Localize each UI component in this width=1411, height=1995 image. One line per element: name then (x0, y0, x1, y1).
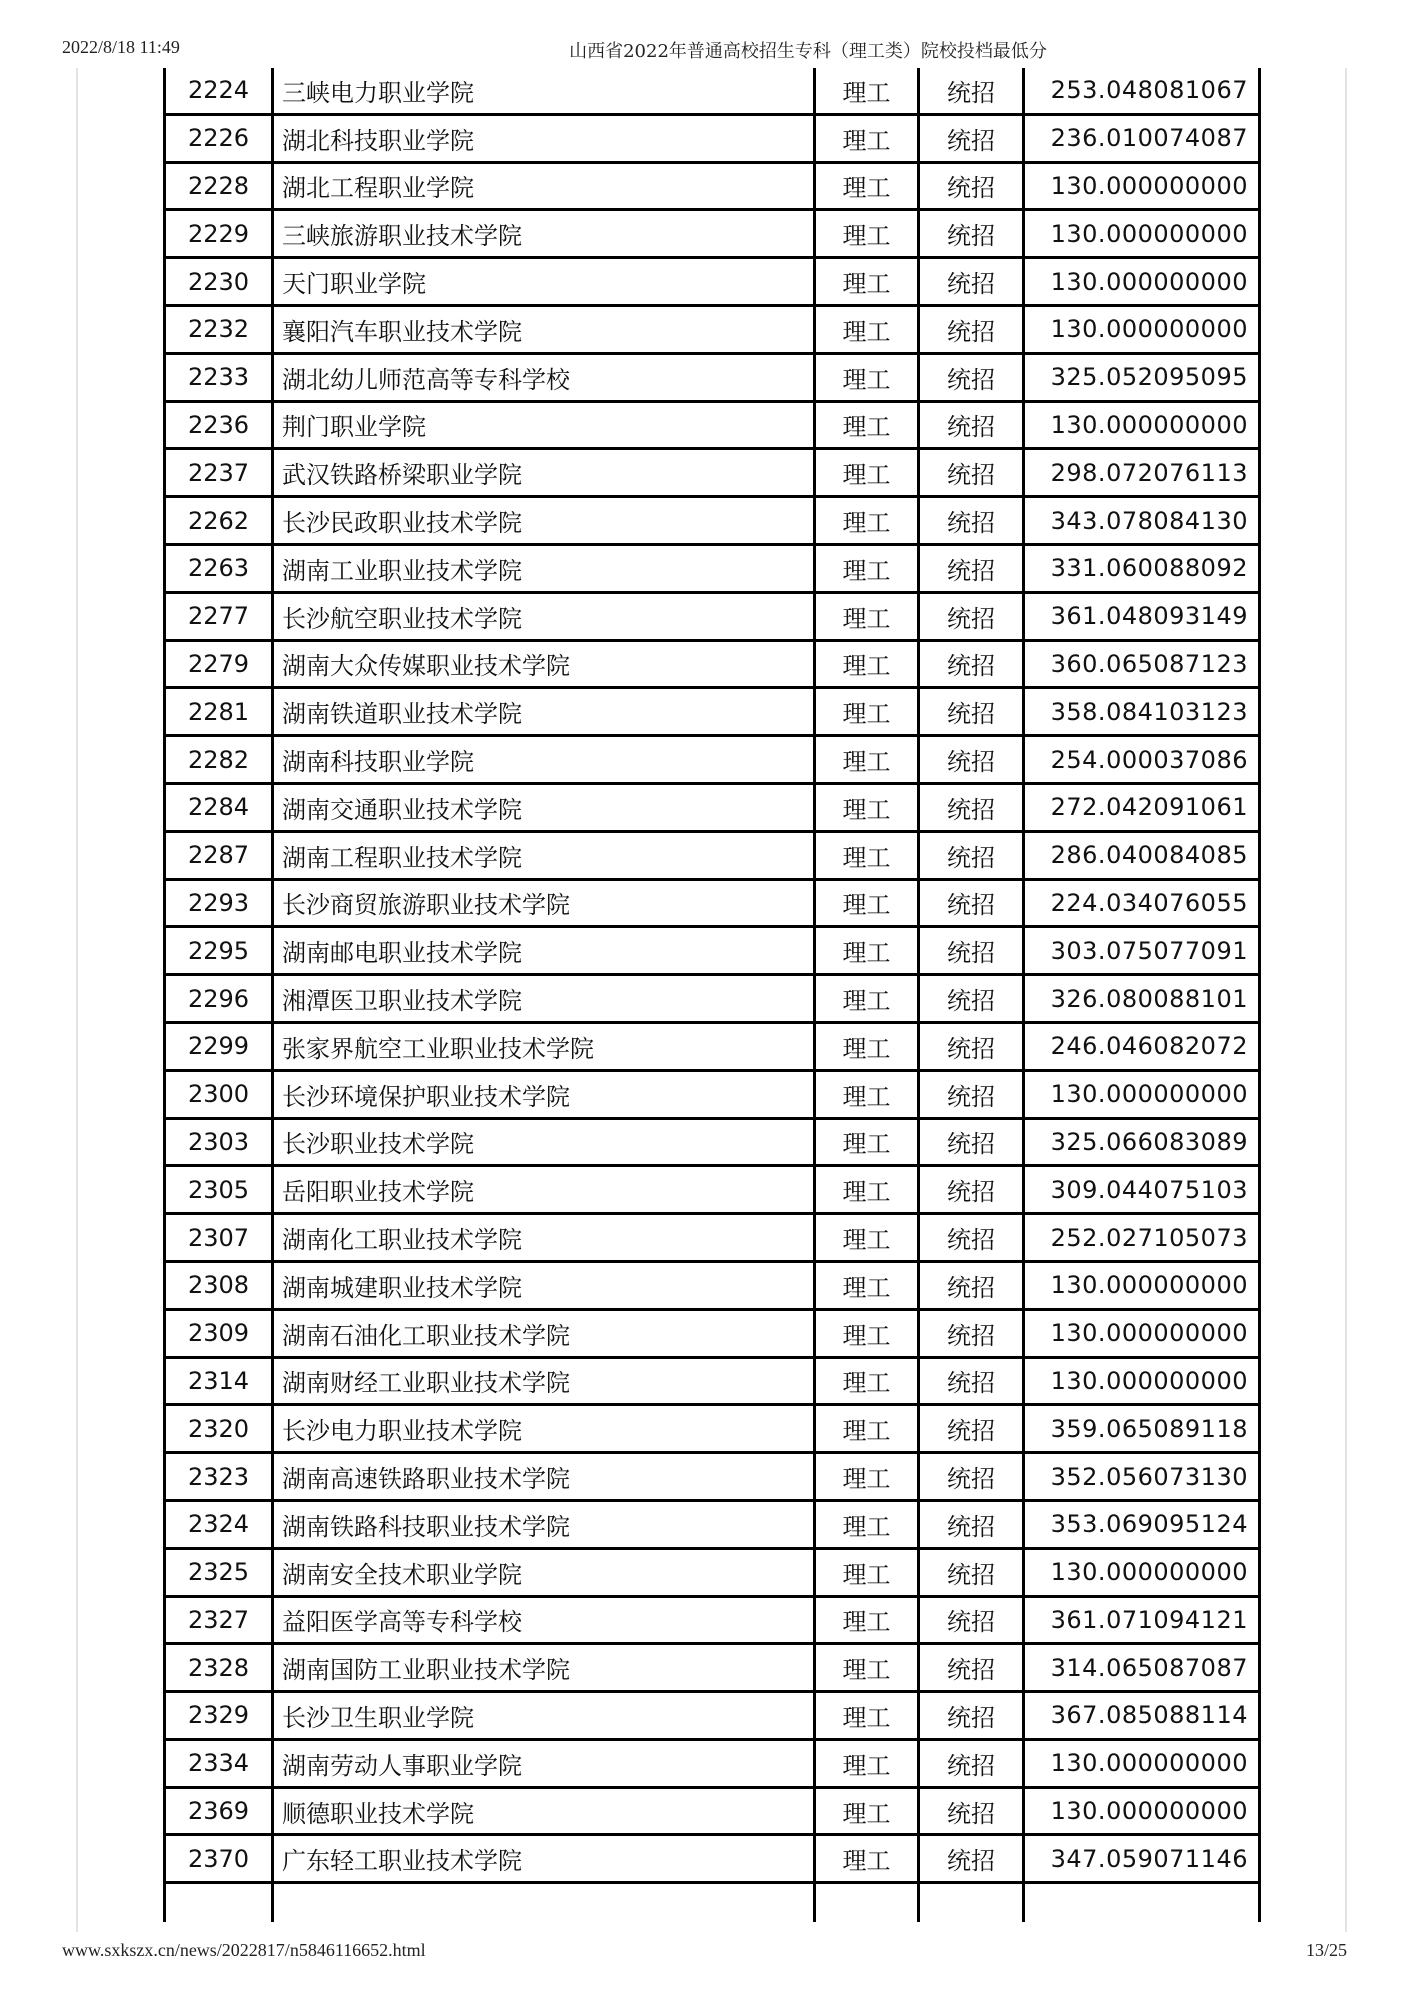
admission-type-cell: 统招 (920, 1693, 1025, 1738)
min-score-cell: 130.000000000 (1050, 1558, 1248, 1587)
table-row (166, 1359, 1258, 1407)
min-score-cell: 130.000000000 (1050, 219, 1248, 248)
category-cell: 理工 (816, 1502, 920, 1547)
admission-type-cell: 统招 (920, 594, 1025, 639)
min-score-cell: 359.065089118 (1050, 1414, 1248, 1443)
table-row (166, 1263, 1258, 1311)
school-name-cell: 湘潭医卫职业技术学院 (274, 976, 816, 1021)
min-score-cell: 360.065087123 (1050, 649, 1248, 678)
school-code-cell: 2293 (166, 881, 274, 926)
page-title: 山西省2022年普通高校招生专科（理工类）院校投档最低分 (569, 41, 1047, 62)
school-name-cell: 湖北科技职业学院 (274, 116, 816, 161)
school-name-cell: 湖南劳动人事职业学院 (274, 1741, 816, 1786)
school-name-cell: 荆门职业学院 (274, 403, 816, 448)
admission-type-cell: 统招 (920, 1120, 1025, 1165)
min-score-cell: 272.042091061 (1050, 793, 1248, 822)
admission-type-cell: 统招 (920, 689, 1025, 734)
school-name-cell: 湖南财经工业职业技术学院 (274, 1359, 816, 1404)
school-code-cell: 2328 (166, 1645, 274, 1690)
school-name-cell-empty (274, 1884, 816, 1922)
table-row (166, 1167, 1258, 1215)
category-cell: 理工 (816, 1789, 920, 1834)
table-row (166, 1024, 1258, 1072)
footer-url: www.sxkszx.cn/news/2022817/n5846116652.html (62, 1940, 426, 1960)
min-score-cell: 325.052095095 (1050, 363, 1248, 392)
min-score-cell: 130.000000000 (1050, 315, 1248, 344)
table-row (166, 259, 1258, 307)
category-cell: 理工 (816, 403, 920, 448)
table-row (166, 1454, 1258, 1502)
table-row (166, 307, 1258, 355)
school-code-cell: 2329 (166, 1693, 274, 1738)
school-name-cell: 天门职业学院 (274, 259, 816, 304)
school-name-cell: 三峡旅游职业技术学院 (274, 211, 816, 256)
school-name-cell: 长沙职业技术学院 (274, 1120, 816, 1165)
table-row (166, 833, 1258, 881)
admission-type-cell: 统招 (920, 164, 1025, 209)
school-name-cell: 湖南交通职业技术学院 (274, 785, 816, 830)
school-name-cell: 湖南城建职业技术学院 (274, 1263, 816, 1308)
school-code-cell: 2236 (166, 403, 274, 448)
page-border-right (1345, 68, 1347, 1932)
min-score-cell: 254.000037086 (1050, 745, 1248, 774)
school-code-cell: 2299 (166, 1024, 274, 1069)
school-code-cell: 2287 (166, 833, 274, 878)
admission-type-cell: 统招 (920, 1167, 1025, 1212)
school-code-cell: 2323 (166, 1454, 274, 1499)
min-score-cell: 224.034076055 (1050, 888, 1248, 917)
school-name-cell: 襄阳汽车职业技术学院 (274, 307, 816, 352)
min-score-cell: 358.084103123 (1050, 697, 1248, 726)
school-name-cell: 长沙环境保护职业技术学院 (274, 1072, 816, 1117)
category-cell: 理工 (816, 1167, 920, 1212)
min-score-cell: 130.000000000 (1050, 1080, 1248, 1109)
school-code-cell: 2295 (166, 928, 274, 973)
school-name-cell: 长沙航空职业技术学院 (274, 594, 816, 639)
table-row (166, 1693, 1258, 1741)
table-row (166, 881, 1258, 929)
table-row (166, 642, 1258, 690)
category-cell: 理工 (816, 833, 920, 878)
school-name-cell: 湖北幼儿师范高等专科学校 (274, 355, 816, 400)
school-name-cell: 湖南铁道职业技术学院 (274, 689, 816, 734)
school-code-cell: 2325 (166, 1550, 274, 1595)
admission-type-cell: 统招 (920, 928, 1025, 973)
school-code-cell: 2228 (166, 164, 274, 209)
category-cell: 理工 (816, 1072, 920, 1117)
table-row (166, 928, 1258, 976)
school-code-cell: 2281 (166, 689, 274, 734)
min-score-cell: 130.000000000 (1050, 1271, 1248, 1300)
school-name-cell: 长沙卫生职业学院 (274, 1693, 816, 1738)
category-cell: 理工 (816, 116, 920, 161)
category-cell: 理工 (816, 1741, 920, 1786)
min-score-cell: 130.000000000 (1050, 410, 1248, 439)
school-name-cell: 长沙电力职业技术学院 (274, 1406, 816, 1451)
school-name-cell: 湖南科技职业学院 (274, 737, 816, 782)
category-cell: 理工 (816, 1263, 920, 1308)
min-score-cell: 130.000000000 (1050, 1797, 1248, 1826)
print-datetime: 2022/8/18 11:49 (62, 37, 180, 57)
school-code-cell: 2263 (166, 546, 274, 591)
min-score-cell: 343.078084130 (1050, 506, 1248, 535)
category-cell: 理工 (816, 1836, 920, 1881)
min-score-cell: 130.000000000 (1050, 171, 1248, 200)
school-code-cell: 2277 (166, 594, 274, 639)
table-row (166, 1311, 1258, 1359)
category-cell: 理工 (816, 1550, 920, 1595)
table-row (166, 1120, 1258, 1168)
admission-type-cell: 统招 (920, 211, 1025, 256)
admission-type-cell: 统招 (920, 1550, 1025, 1595)
category-cell: 理工 (816, 1359, 920, 1404)
category-cell: 理工 (816, 68, 920, 113)
school-code-cell: 2370 (166, 1836, 274, 1881)
school-code-cell: 2279 (166, 642, 274, 687)
category-cell: 理工 (816, 642, 920, 687)
category-cell: 理工 (816, 546, 920, 591)
table-row (166, 211, 1258, 259)
table-row (166, 1502, 1258, 1550)
category-cell: 理工 (816, 259, 920, 304)
table-row (166, 1645, 1258, 1693)
category-cell: 理工 (816, 164, 920, 209)
school-code-cell: 2303 (166, 1120, 274, 1165)
min-score-cell: 325.066083089 (1050, 1127, 1248, 1156)
page-number: 13/25 (1305, 1940, 1347, 1960)
category-cell: 理工 (816, 1215, 920, 1260)
category-cell: 理工 (816, 737, 920, 782)
school-name-cell: 益阳医学高等专科学校 (274, 1598, 816, 1643)
admission-type-cell: 统招 (920, 307, 1025, 352)
school-code-cell: 2237 (166, 450, 274, 495)
table-row (166, 785, 1258, 833)
min-score-cell: 253.048081067 (1050, 76, 1248, 105)
school-name-cell: 岳阳职业技术学院 (274, 1167, 816, 1212)
table-row-empty (166, 1884, 1258, 1922)
min-score-cell: 236.010074087 (1050, 124, 1248, 153)
admission-type-cell: 统招 (920, 546, 1025, 591)
admission-type-cell: 统招 (920, 1215, 1025, 1260)
school-name-cell: 长沙民政职业技术学院 (274, 498, 816, 543)
school-code-cell: 2226 (166, 116, 274, 161)
admission-type-cell: 统招 (920, 403, 1025, 448)
category-cell: 理工 (816, 785, 920, 830)
min-score-cell: 326.080088101 (1050, 984, 1248, 1013)
admission-type-cell: 统招 (920, 1072, 1025, 1117)
school-name-cell: 广东轻工职业技术学院 (274, 1836, 816, 1881)
table-row (166, 1741, 1258, 1789)
min-score-cell: 286.040084085 (1050, 841, 1248, 870)
school-code-cell: 2282 (166, 737, 274, 782)
category-cell: 理工 (816, 976, 920, 1021)
school-name-cell: 长沙商贸旅游职业技术学院 (274, 881, 816, 926)
school-name-cell: 湖南工业职业技术学院 (274, 546, 816, 591)
min-score-cell: 314.065087087 (1050, 1653, 1248, 1682)
school-code-cell: 2230 (166, 259, 274, 304)
admission-type-cell: 统招 (920, 259, 1025, 304)
category-cell: 理工 (816, 307, 920, 352)
category-cell: 理工 (816, 594, 920, 639)
min-score-cell: 331.060088092 (1050, 554, 1248, 583)
school-name-cell: 湖南工程职业技术学院 (274, 833, 816, 878)
min-score-cell: 246.046082072 (1050, 1032, 1248, 1061)
school-code-cell: 2232 (166, 307, 274, 352)
school-code-cell: 2314 (166, 1359, 274, 1404)
school-name-cell: 湖南石油化工职业技术学院 (274, 1311, 816, 1356)
admission-type-cell: 统招 (920, 881, 1025, 926)
school-name-cell: 湖南铁路科技职业技术学院 (274, 1502, 816, 1547)
school-code-cell: 2296 (166, 976, 274, 1021)
school-name-cell: 顺德职业技术学院 (274, 1789, 816, 1834)
admission-type-cell: 统招 (920, 116, 1025, 161)
admission-type-cell: 统招 (920, 642, 1025, 687)
school-code-cell: 2305 (166, 1167, 274, 1212)
min-score-cell: 298.072076113 (1050, 458, 1248, 487)
table-row (166, 68, 1258, 116)
table-row (166, 689, 1258, 737)
table-row (166, 594, 1258, 642)
table-row (166, 403, 1258, 451)
category-cell: 理工 (816, 1406, 920, 1451)
school-name-cell: 湖南邮电职业技术学院 (274, 928, 816, 973)
admission-score-table (163, 68, 1261, 1922)
school-code-cell: 2309 (166, 1311, 274, 1356)
table-row (166, 355, 1258, 403)
school-code-cell: 2320 (166, 1406, 274, 1451)
category-cell: 理工 (816, 881, 920, 926)
school-name-cell: 湖南化工职业技术学院 (274, 1215, 816, 1260)
category-cell: 理工 (816, 1454, 920, 1499)
category-cell: 理工 (816, 1598, 920, 1643)
school-name-cell: 湖北工程职业学院 (274, 164, 816, 209)
category-cell: 理工 (816, 1645, 920, 1690)
category-cell: 理工 (816, 928, 920, 973)
min-score-cell: 361.071094121 (1050, 1605, 1248, 1634)
min-score-cell: 353.069095124 (1050, 1510, 1248, 1539)
school-name-cell: 湖南大众传媒职业技术学院 (274, 642, 816, 687)
table-row (166, 1789, 1258, 1837)
table-row (166, 450, 1258, 498)
min-score-cell: 352.056073130 (1050, 1462, 1248, 1491)
admission-type-cell: 统招 (920, 1454, 1025, 1499)
school-code-cell: 2369 (166, 1789, 274, 1834)
category-cell: 理工 (816, 1693, 920, 1738)
admission-type-cell: 统招 (920, 1598, 1025, 1643)
category-cell: 理工 (816, 1120, 920, 1165)
table-row (166, 976, 1258, 1024)
table-row (166, 1836, 1258, 1884)
min-score-cell: 130.000000000 (1050, 1319, 1248, 1348)
school-code-cell: 2229 (166, 211, 274, 256)
admission-type-cell: 统招 (920, 833, 1025, 878)
admission-type-cell: 统招 (920, 1406, 1025, 1451)
category-cell: 理工 (816, 355, 920, 400)
school-code-cell: 2308 (166, 1263, 274, 1308)
table-row (166, 1406, 1258, 1454)
table-row (166, 1598, 1258, 1646)
school-code-cell: 2224 (166, 68, 274, 113)
min-score-cell-empty (1025, 1884, 1258, 1922)
admission-type-cell: 统招 (920, 737, 1025, 782)
admission-type-cell: 统招 (920, 1789, 1025, 1834)
school-code-cell: 2284 (166, 785, 274, 830)
table-row (166, 1072, 1258, 1120)
school-code-cell: 2300 (166, 1072, 274, 1117)
school-code-cell: 2324 (166, 1502, 274, 1547)
admission-type-cell: 统招 (920, 1359, 1025, 1404)
school-code-cell-empty (166, 1884, 274, 1922)
school-code-cell: 2307 (166, 1215, 274, 1260)
category-cell-empty (816, 1884, 920, 1922)
min-score-cell: 130.000000000 (1050, 1749, 1248, 1778)
admission-type-cell: 统招 (920, 68, 1025, 113)
min-score-cell: 303.075077091 (1050, 936, 1248, 965)
admission-type-cell: 统招 (920, 785, 1025, 830)
category-cell: 理工 (816, 1311, 920, 1356)
category-cell: 理工 (816, 498, 920, 543)
category-cell: 理工 (816, 211, 920, 256)
min-score-cell: 347.059071146 (1050, 1844, 1248, 1873)
school-code-cell: 2262 (166, 498, 274, 543)
admission-type-cell: 统招 (920, 1502, 1025, 1547)
school-name-cell: 张家界航空工业职业技术学院 (274, 1024, 816, 1069)
page-border-left (76, 68, 78, 1932)
admission-type-cell: 统招 (920, 355, 1025, 400)
table-row (166, 546, 1258, 594)
school-name-cell: 湖南高速铁路职业技术学院 (274, 1454, 816, 1499)
admission-type-cell: 统招 (920, 450, 1025, 495)
table-row (166, 116, 1258, 164)
min-score-cell: 309.044075103 (1050, 1175, 1248, 1204)
table-row (166, 498, 1258, 546)
category-cell: 理工 (816, 1024, 920, 1069)
school-code-cell: 2233 (166, 355, 274, 400)
min-score-cell: 361.048093149 (1050, 602, 1248, 631)
school-name-cell: 湖南国防工业职业技术学院 (274, 1645, 816, 1690)
min-score-cell: 367.085088114 (1050, 1701, 1248, 1730)
admission-type-cell: 统招 (920, 1263, 1025, 1308)
admission-type-cell: 统招 (920, 1741, 1025, 1786)
admission-type-cell: 统招 (920, 1645, 1025, 1690)
min-score-cell: 130.000000000 (1050, 1366, 1248, 1395)
category-cell: 理工 (816, 689, 920, 734)
admission-type-cell: 统招 (920, 1836, 1025, 1881)
admission-type-cell: 统招 (920, 1024, 1025, 1069)
min-score-cell: 130.000000000 (1050, 267, 1248, 296)
school-code-cell: 2327 (166, 1598, 274, 1643)
school-name-cell: 湖南安全技术职业学院 (274, 1550, 816, 1595)
table-row (166, 164, 1258, 212)
table-row (166, 1215, 1258, 1263)
min-score-cell: 252.027105073 (1050, 1223, 1248, 1252)
table-row (166, 737, 1258, 785)
school-name-cell: 武汉铁路桥梁职业学院 (274, 450, 816, 495)
school-code-cell: 2334 (166, 1741, 274, 1786)
admission-type-cell-empty (920, 1884, 1025, 1922)
school-name-cell: 三峡电力职业学院 (274, 68, 816, 113)
admission-type-cell: 统招 (920, 1311, 1025, 1356)
admission-type-cell: 统招 (920, 976, 1025, 1021)
table-row (166, 1550, 1258, 1598)
admission-type-cell: 统招 (920, 498, 1025, 543)
category-cell: 理工 (816, 450, 920, 495)
